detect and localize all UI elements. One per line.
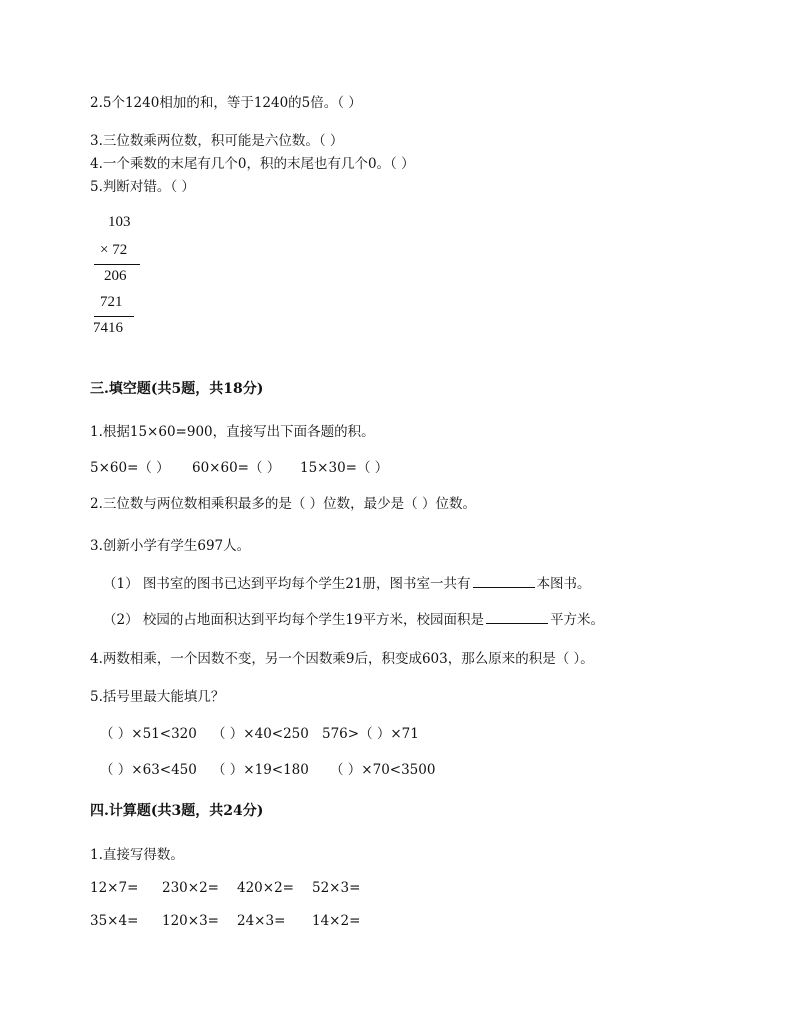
calc-item: 420×2= — [237, 880, 294, 896]
multiplier: × 72 — [100, 242, 128, 258]
partial-product-1: 206 — [104, 268, 127, 284]
calc-item: 35×4= — [90, 913, 139, 929]
fill-q3-sub-1 — [103, 574, 591, 593]
fill-q1-items — [90, 459, 490, 477]
answer-blank — [486, 610, 548, 624]
fill-question-2: 2.三位数与两位数相乘积最多的是（ ）位数，最少是（ ）位数。 — [90, 496, 476, 512]
fill-q5-item: （ ）×40<250 — [212, 726, 309, 742]
calc-row-2 — [90, 912, 490, 930]
section-3-title: 三.填空题(共5题，共18分) — [90, 381, 264, 397]
judge-question-3: 3.三位数乘两位数，积可能是六位数。（ ） — [90, 133, 344, 149]
judge-question-5: 5.判断对错。（ ） — [90, 179, 195, 195]
calc-item: 230×2= — [162, 880, 219, 896]
calc-line-2 — [94, 316, 134, 317]
calc-item: 52×3= — [312, 880, 361, 896]
fill-q5-item: （ ）×51<320 — [100, 726, 197, 742]
fill-question-5: 5.括号里最大能填几？ — [90, 689, 225, 705]
fill-q5-row-2 — [100, 761, 500, 779]
calc-row-1 — [90, 879, 490, 897]
calc-result: 7416 — [93, 320, 123, 336]
calc-item: 120×3= — [162, 913, 219, 929]
fill-q1-item: 15×30=（ ） — [300, 460, 389, 476]
calc-line-1 — [94, 264, 140, 265]
fill-q5-row-1 — [100, 725, 500, 743]
calc-item: 12×7= — [90, 880, 139, 896]
fill-question-3: 3.创新小学有学生697人。 — [90, 538, 251, 554]
section-4-title: 四.计算题(共3题，共24分) — [90, 803, 264, 819]
fill-question-4: 4.两数相乘，一个因数不变，另一个因数乘9后，积变成603，那么原来的积是（ ）。 — [90, 651, 594, 667]
fill-question-1: 1.根据15×60=900，直接写出下面各题的积。 — [90, 424, 375, 440]
calc-item: 14×2= — [312, 913, 361, 929]
vertical-multiplication — [90, 214, 150, 344]
fill-q3-sub-1-unit: 本图书。 — [536, 576, 591, 592]
answer-blank — [473, 574, 535, 588]
calc-question-1: 1.直接写得数。 — [90, 847, 184, 863]
fill-q3-sub-2-text: （2） 校园的占地面积达到平均每个学生19平方米，校园面积是 — [103, 612, 485, 628]
fill-q5-item: （ ）×63<450 — [100, 762, 197, 778]
fill-q1-item: 5×60=（ ） — [90, 460, 170, 476]
judge-question-2: 2.5个1240相加的和，等于1240的5倍。（ ） — [90, 95, 362, 111]
partial-product-2: 721 — [100, 294, 123, 310]
fill-q3-sub-1-text: （1） 图书室的图书已达到平均每个学生21册，图书室一共有 — [103, 576, 471, 592]
fill-q1-item: 60×60=（ ） — [192, 460, 281, 476]
fill-q3-sub-2-unit: 平方米。 — [550, 612, 605, 628]
calc-item: 24×3= — [237, 913, 286, 929]
judge-question-4: 4.一个乘数的末尾有几个0，积的末尾也有几个0。（ ） — [90, 156, 415, 172]
fill-q5-item: （ ）×70<3500 — [330, 762, 436, 778]
fill-q5-item: （ ）×19<180 — [212, 762, 309, 778]
fill-q5-item: 576>（ ）×71 — [322, 726, 419, 742]
fill-q3-sub-2 — [103, 610, 604, 629]
multiplicand: 103 — [108, 214, 131, 230]
